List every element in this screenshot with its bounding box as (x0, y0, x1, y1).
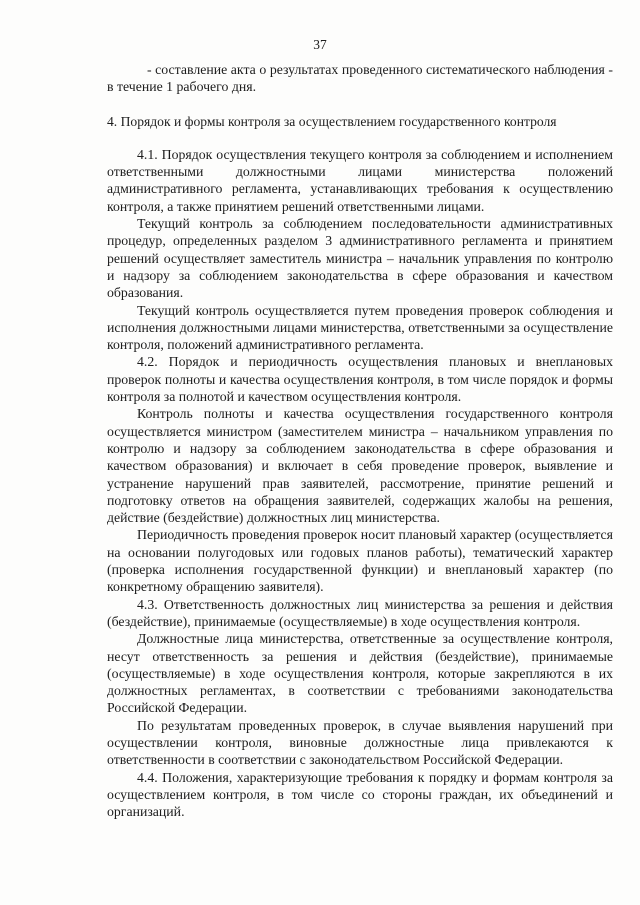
paragraph-inspection-results: По результатам проведенных проверок, в случае выявления нарушений при осуществлении контроля, виновные должностные лица привлекаются к ответственности в соответствии с законодательством Российской Федерации. (107, 717, 613, 768)
document-body (107, 61, 613, 820)
paragraph-4-2: 4.2. Порядок и периодичность осуществления плановых и внеплановых проверок полноты и качества осуществления контроля, в том числе порядок и формы контроля за полнотой и качеством осуществления контроля. (107, 354, 613, 405)
paragraph-4-1: 4.1. Порядок осуществления текущего контроля за соблюдением и исполнением ответственными должностными лицами министерства положений административного регламента, устанавливающих требования к осуществлению контроля, а также принятием решений ответственными лицами. (107, 146, 613, 214)
paragraph-current-control: Текущий контроль за соблюдением последовательности административных процедур, определенных разделом 3 административного регламента и принятием решений осуществляет заместитель министра – начальник управления по контролю и надзору за соблюдением законодательства в сфере образования и качеством образования. (107, 216, 613, 301)
paragraph-4-3: 4.3. Ответственность должностных лиц министерства за решения и действия (бездействие), принимаемые (осуществляемые) в ходе осуществления контроля. (107, 596, 613, 629)
paragraph-periodicity: Периодичность проведения проверок носит плановый характер (осуществляется на основании полугодовых или годовых планов работы), тематический характер (проверка исполнения государственной функции) и внеплановый характер (по конкретному обращению заявителя). (107, 527, 613, 595)
paragraph-4-4: 4.4. Положения, характеризующие требования к порядку и формам контроля за осуществлением контроля, в том числе со стороны граждан, их объединений и организаций. (107, 769, 613, 820)
paragraph-quality-control: Контроль полноты и качества осуществления государственного контроля осуществляется министром (заместителем министра – начальником управления по контролю и надзору за соблюдением законодательства в сфере образования и качеством образования) и включает в себя проведение проверок, выявление и устранение нарушений прав заявителей, рассмотрение, принятие решений и подготовку ответов на обращения заявителей, содержащих жалобы на решения, действие (бездействие) должностных лиц министерства. (107, 406, 613, 526)
page-number: 37 (313, 37, 327, 52)
intro-paragraph: - составление акта о результатах проведенного систематического наблюдения - в течение 1 рабочего дня. (107, 62, 613, 95)
section-heading: 4. Порядок и формы контроля за осуществлением государственного контроля (107, 113, 557, 129)
paragraph-responsibility: Должностные лица министерства, ответственные за осуществление контроля, несут ответственность за решения и действия (бездействие), принимаемые (осуществляемые) в ходе осуществления контроля, которые закрепляются в их должностных регламентах, в соответствии с требованиями законодательства Российской Федерации. (107, 631, 613, 716)
paragraph-control-method: Текущий контроль осуществляется путем проведения проверок соблюдения и исполнения должностными лицами министерства, ответственными за осуществление контроля, положений административного регламента. (107, 302, 613, 353)
